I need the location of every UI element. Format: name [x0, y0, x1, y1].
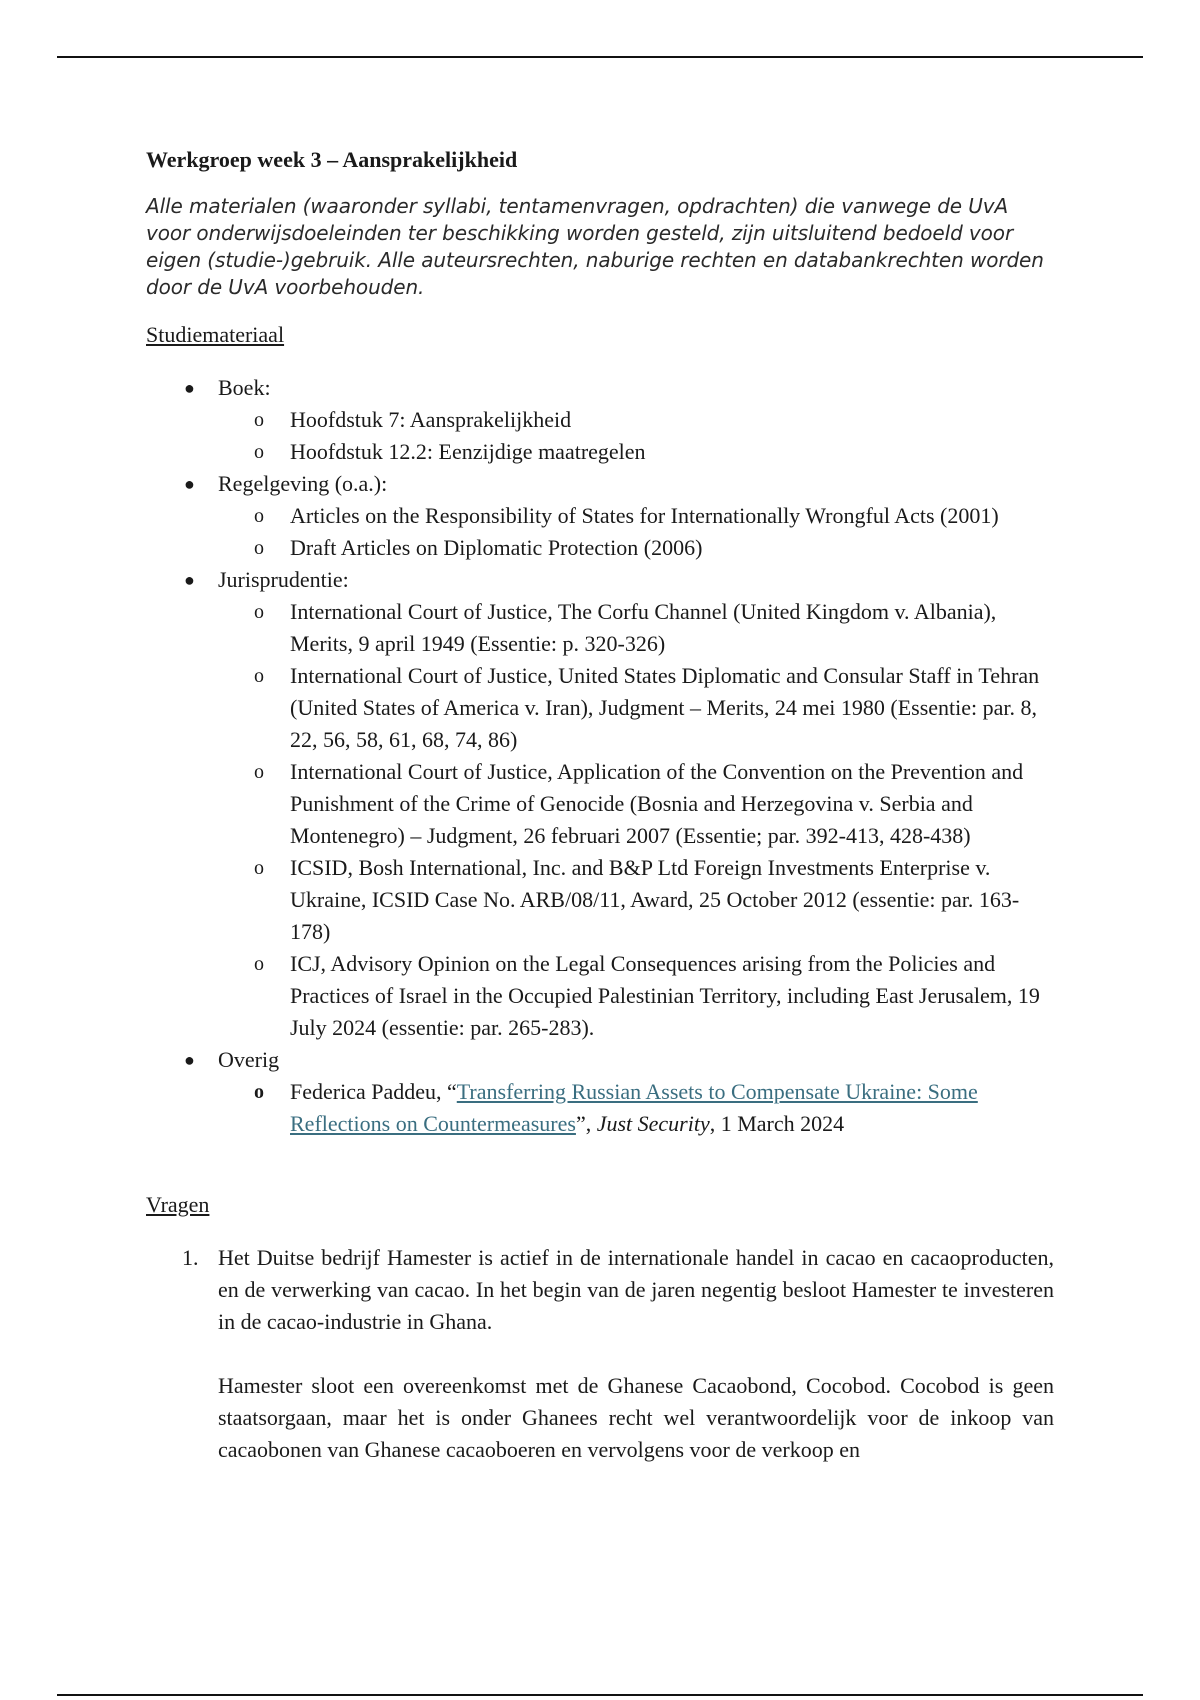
- question-item: [146, 1242, 1054, 1466]
- sub-bullet-icon: o: [254, 665, 264, 687]
- item-text: Draft Articles on Diplomatic Protection (2006): [290, 535, 703, 560]
- other-sublist: [218, 1076, 1054, 1140]
- group-label: Overig: [218, 1047, 280, 1072]
- copyright-disclaimer: Alle materialen (waaronder syllabi, tentamenvragen, opdrachten) die vanwege de UvA voor onderwijsdoeleinden ter beschikking worden gesteld, zijn uitsluitend bedoeld voor eigen (studie-)gebruik. Alle auteursrechten, naburige rechten en databankrechten worden door de UvA voorbehouden.: [146, 194, 1044, 299]
- list-item: [218, 948, 1054, 1044]
- question-paragraph: Het Duitse bedrijf Hamester is actief in de internationale handel in cacao en cacaoproducten, en de verwerking van cacao. In het begin van de jaren negentig besloot Hamester te investeren in de cacao-industrie in Ghana.: [218, 1245, 1054, 1334]
- article-link[interactable]: Transferring Russian Assets to Compensate Ukraine: Some Reflections on Countermeasures: [290, 1079, 978, 1136]
- list-item: [218, 532, 1054, 564]
- document-title: Werkgroep week 3 – Aansprakelijkheid: [146, 147, 518, 172]
- study-material-heading: Studiemateriaal: [146, 322, 285, 347]
- list-item: [218, 1076, 1054, 1140]
- list-item-book: [146, 372, 1054, 468]
- item-text: Hoofdstuk 7: Aansprakelijkheid: [290, 407, 572, 432]
- journal-name: Just Security: [596, 1111, 710, 1136]
- case-law-sublist: [218, 596, 1054, 1044]
- group-label: Regelgeving (o.a.):: [218, 471, 388, 496]
- group-label: Jurisprudentie:: [218, 567, 349, 592]
- citation-after-link: ”,: [575, 1111, 597, 1136]
- sub-bullet-icon: o: [254, 505, 264, 527]
- sub-bullet-icon: o: [254, 857, 264, 879]
- book-sublist: [218, 404, 1054, 468]
- list-item: [218, 500, 1054, 532]
- item-text: ICJ, Advisory Opinion on the Legal Consequences arising from the Policies and Practices of Israel in the Occupied Palestinian Territory, including East Jerusalem, 19 July 2024 (essentie: par. 265-283).: [290, 951, 1040, 1040]
- question-number: 1.: [182, 1245, 199, 1270]
- list-item: [218, 436, 1054, 468]
- item-text: ICSID, Bosh International, Inc. and B&P Ltd Foreign Investments Enterprise v. Ukraine, ICSID Case No. ARB/08/11, Award, 25 October 2012 (essentie: par. 163-178): [290, 855, 1020, 944]
- sub-bullet-icon: o: [254, 761, 264, 783]
- header-rule: [57, 56, 1143, 58]
- list-item-other: [146, 1044, 1054, 1140]
- bullet-icon: ●: [184, 570, 195, 590]
- item-text: Articles on the Responsibility of States for Internationally Wrongful Acts (2001): [290, 503, 999, 528]
- sub-bullet-icon: o: [254, 1081, 264, 1103]
- sub-bullet-icon: o: [254, 953, 264, 975]
- citation-suffix: , 1 March 2024: [709, 1111, 845, 1136]
- bullet-icon: ●: [184, 378, 195, 398]
- item-text: International Court of Justice, United States Diplomatic and Consular Staff in Tehran (United States of America v. Iran), Judgment – Merits, 24 mei 1980 (Essentie: par. 8, 22, 56, 58, 61, 68, 74, 86): [290, 663, 1040, 752]
- study-material-list: [146, 372, 1054, 1140]
- item-text: International Court of Justice, Application of the Convention on the Prevention and Punishment of the Crime of Genocide (Bosnia and Herzegovina v. Serbia and Montenegro) – Judgment, 26 februari 2007 (Essentie; par. 392-413, 428-438): [290, 759, 1024, 848]
- sub-bullet-icon: o: [254, 441, 264, 463]
- list-item: [218, 852, 1054, 948]
- question-paragraph: Hamester sloot een overeenkomst met de Ghanese Cacaobond, Cocobod. Cocobod is geen staatsorgaan, maar het is onder Ghanees recht wel verantwoordelijk voor de inkoop van cacaobonen van Ghanese cacaoboeren en vervolgens voor de verkoop en: [218, 1373, 1054, 1462]
- list-item-case-law: [146, 564, 1054, 1044]
- list-item: [218, 596, 1054, 660]
- list-item-regulation: [146, 468, 1054, 564]
- bullet-icon: ●: [184, 1050, 195, 1070]
- bullet-icon: ●: [184, 474, 195, 494]
- item-text: International Court of Justice, The Corfu Channel (United Kingdom v. Albania), Merits, 9 april 1949 (Essentie: p. 320-326): [290, 599, 997, 656]
- footer-rule: [57, 1694, 1143, 1696]
- item-text: Hoofdstuk 12.2: Eenzijdige maatregelen: [290, 439, 646, 464]
- questions-heading: Vragen: [146, 1192, 210, 1217]
- sub-bullet-icon: o: [254, 409, 264, 431]
- list-item: [218, 660, 1054, 756]
- sub-bullet-icon: o: [254, 601, 264, 623]
- questions-list: [146, 1242, 1054, 1466]
- regulation-sublist: [218, 500, 1054, 564]
- citation-prefix: Federica Paddeu, “: [290, 1079, 457, 1104]
- list-item: [218, 756, 1054, 852]
- document-body: [146, 145, 1054, 1466]
- list-item: [218, 404, 1054, 436]
- sub-bullet-icon: o: [254, 537, 264, 559]
- group-label: Boek:: [218, 375, 271, 400]
